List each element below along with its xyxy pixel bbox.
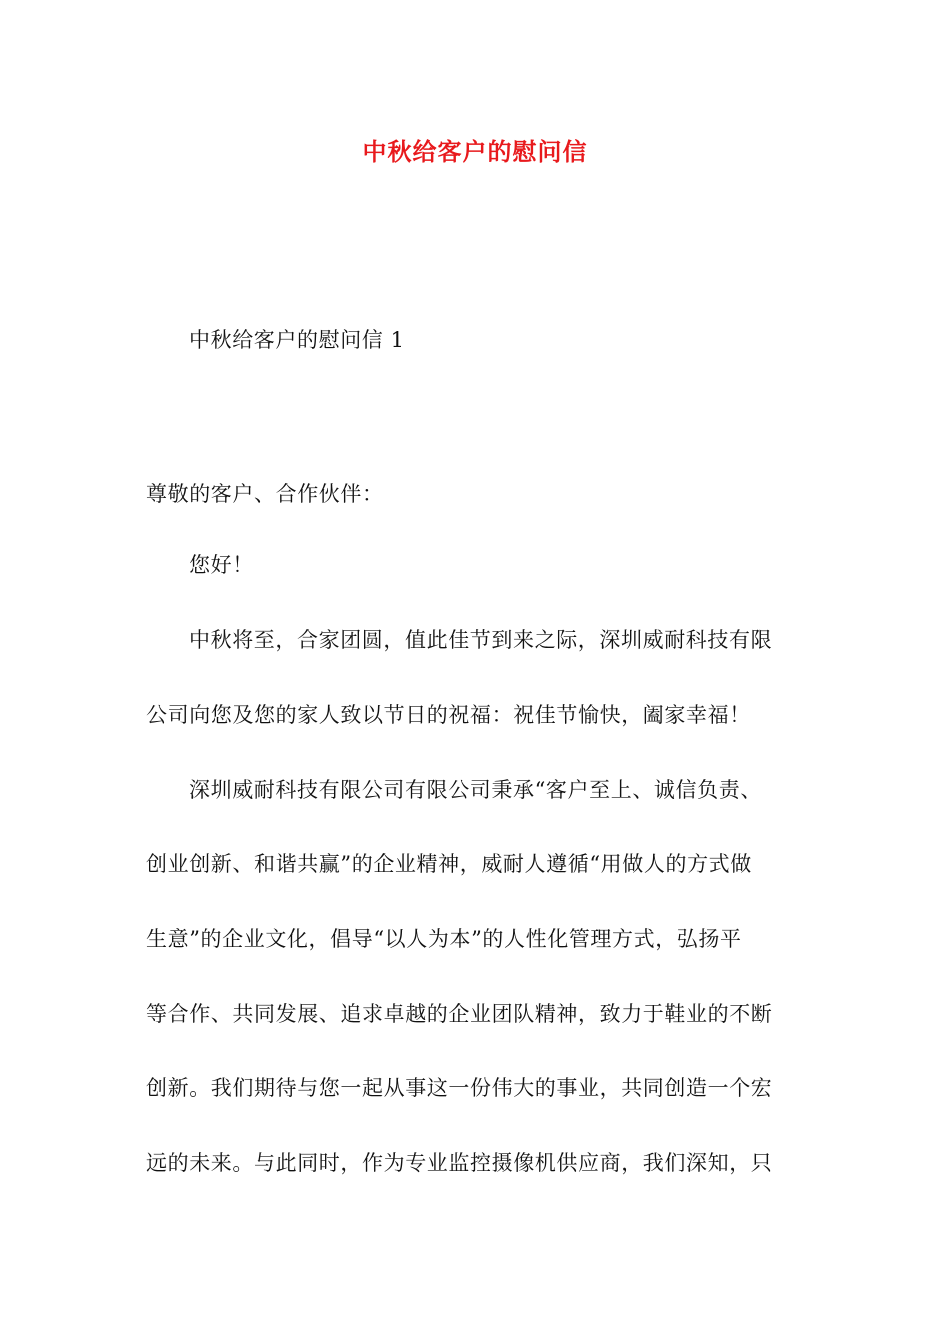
body-line: 创业创新、和谐共赢”的企业精神，威耐人遵循“用做人的方式做 bbox=[146, 852, 752, 876]
greeting: 您好！ bbox=[189, 553, 254, 577]
body-line: 公司向您及您的家人致以节日的祝福：祝佳节愉快，阖家幸福！ bbox=[146, 703, 751, 727]
body-line: 深圳威耐科技有限公司有限公司秉承“客户至上、诚信负责、 bbox=[189, 778, 762, 802]
body-line: 远的未来。与此同时，作为专业监控摄像机供应商，我们深知，只 bbox=[146, 1151, 773, 1175]
document-title: 中秋给客户的慰问信 bbox=[362, 138, 588, 166]
body-line: 创新。我们期待与您一起从事这一份伟大的事业，共同创造一个宏 bbox=[146, 1076, 773, 1100]
body-line: 生意”的企业文化，倡导“以人为本”的人性化管理方式，弘扬平 bbox=[146, 927, 742, 951]
section-heading: 中秋给客户的慰问信 1 bbox=[189, 328, 405, 352]
body-line: 中秋将至，合家团圆，值此佳节到来之际，深圳威耐科技有限 bbox=[189, 628, 773, 652]
body-line: 等合作、共同发展、追求卓越的企业团队精神，致力于鞋业的不断 bbox=[146, 1002, 773, 1026]
salutation: 尊敬的客户、合作伙伴： bbox=[146, 482, 384, 506]
